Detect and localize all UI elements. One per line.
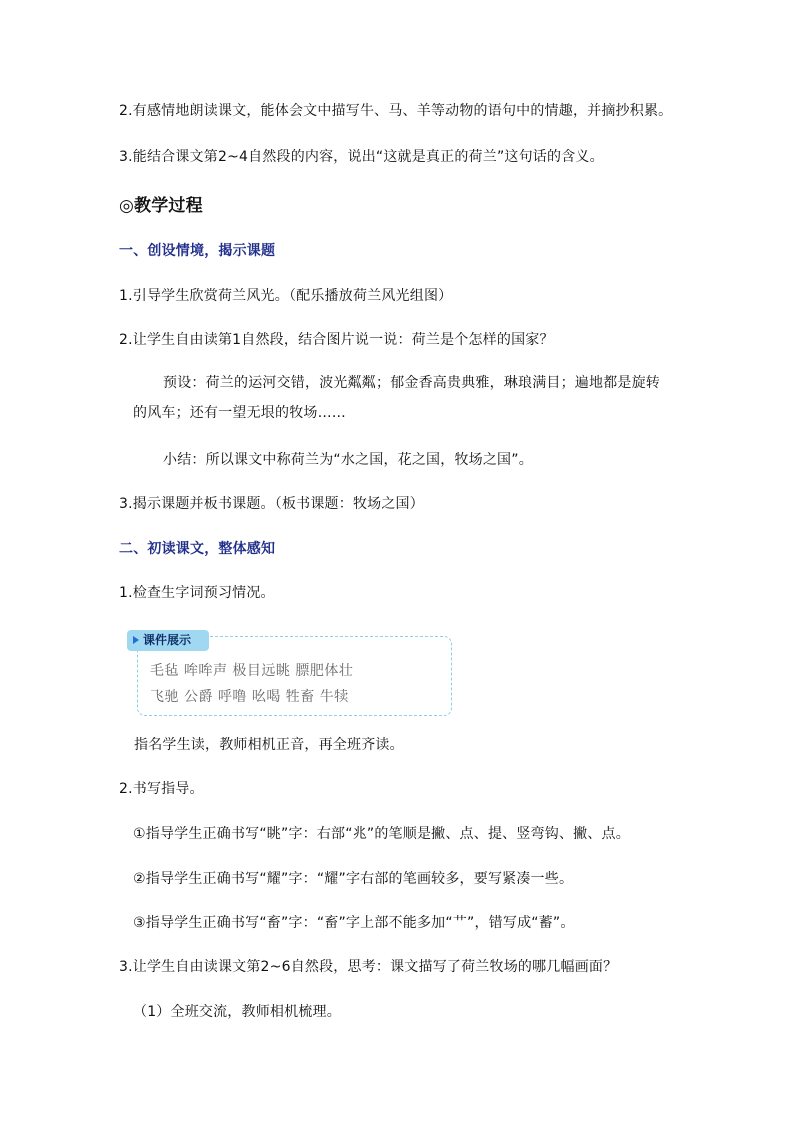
section-heading: ◎教学过程 bbox=[119, 196, 203, 216]
step-2-2: 2.书写指导。 bbox=[119, 781, 204, 797]
preset-line-1: 预设：荷兰的运河交错，波光粼粼；郁金香高贵典雅，琳琅满目；遍地都是旋转 bbox=[163, 375, 660, 391]
summary-line: 小结：所以课文中称荷兰为“水之国，花之国，牧场之国”。 bbox=[163, 452, 533, 468]
play-triangle-icon bbox=[133, 636, 139, 644]
subsection-2-title: 二、初读课文，整体感知 bbox=[119, 541, 276, 557]
writing-guide-2: ②指导学生正确书写“耀”字：“耀”字右部的笔画较多，要写紧凑一些。 bbox=[133, 871, 574, 887]
step-1-3: 3.揭示课题并板书课题。（板书课题：牧场之国） bbox=[119, 496, 424, 512]
writing-guide-3: ③指导学生正确书写“畜”字：“畜”字上部不能多加“艹”，错写成“蓄”。 bbox=[133, 915, 575, 931]
objective-2: 2.有感情地朗读课文，能体会文中描写牛、马、羊等动物的语句中的情趣，并摘抄积累。 bbox=[119, 103, 673, 119]
vocab-row-1: 毛毡 哞哞声 极目远眺 膘肥体壮 bbox=[150, 663, 354, 679]
step-2-3-1: （1）全班交流，教师相机梳理。 bbox=[133, 1004, 341, 1020]
writing-guide-1: ①指导学生正确书写“眺”字：右部“兆”的笔顺是撇、点、提、竖弯钩、撇、点。 bbox=[133, 826, 630, 842]
after-box-text: 指名学生读，教师相机正音，再全班齐读。 bbox=[134, 737, 404, 753]
preset-line-2: 的风车；还有一望无垠的牧场…… bbox=[133, 405, 346, 421]
step-2-1: 1.检查生字词预习情况。 bbox=[119, 585, 275, 601]
objective-3: 3.能结合课文第2~4自然段的内容，说出“这就是真正的荷兰”这句话的含义。 bbox=[119, 149, 604, 165]
vocab-row-2: 飞驰 公爵 呼噜 吆喝 牲畜 牛犊 bbox=[150, 689, 349, 705]
step-1-1: 1.引导学生欣赏荷兰风光。（配乐播放荷兰风光组图） bbox=[119, 288, 453, 304]
step-2-3: 3.让学生自由读课文第2~6自然段，思考：课文描写了荷兰牧场的哪几幅画面？ bbox=[119, 959, 618, 975]
subsection-1-title: 一、创设情境，揭示课题 bbox=[119, 243, 276, 259]
step-1-2: 2.让学生自由读第1自然段，结合图片说一说：荷兰是个怎样的国家？ bbox=[119, 332, 554, 348]
courseware-tag bbox=[127, 630, 209, 651]
courseware-tag-label: 课件展示 bbox=[143, 633, 192, 647]
